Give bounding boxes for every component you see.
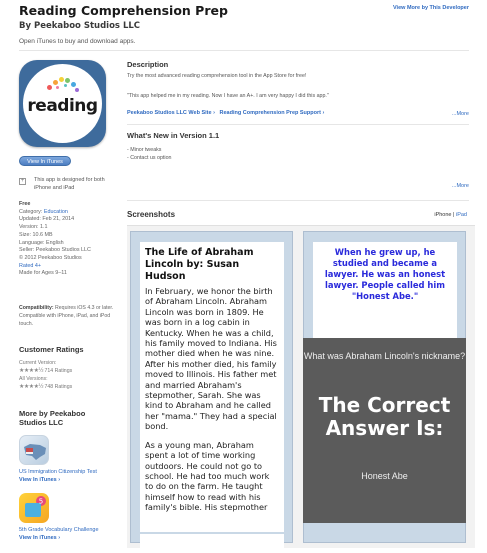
description-heading: Description bbox=[127, 60, 169, 69]
divider bbox=[127, 200, 469, 201]
passage-paragraph: As a young man, Abraham spent a lot of time working outdoors. He could not go to school. He had too much work to do on the farm. He taught himself how to read with his family's bible. His stepmother bbox=[145, 439, 270, 513]
size: Size: 10.6 MB bbox=[19, 231, 53, 238]
us-map-app-icon[interactable] bbox=[19, 435, 49, 465]
color-dots-icon bbox=[45, 76, 81, 94]
tab-iphone[interactable]: iPhone bbox=[434, 212, 452, 218]
customer-ratings: Customer Ratings Current Version: ★★★★½ 714 Ratings All Versions: ★★★★½ 748 Ratings bbox=[19, 345, 117, 391]
divider bbox=[127, 124, 469, 125]
app-info: Free Category: Education Updated: Feb 21, 2014 Version: 1.1 Size: 10.6 MB Language: English Seller: Peekaboo Studios LLC © 2012 Peekaboo Studios Rated 4+ Made for Ages 9–11 bbox=[19, 201, 117, 278]
answer-panel bbox=[303, 338, 466, 523]
screenshots-heading: Screenshots bbox=[127, 210, 176, 219]
view-in-itunes-button[interactable]: View In iTunes bbox=[19, 156, 71, 166]
version: Version: 1.1 bbox=[19, 224, 48, 231]
passage-excerpt: When he grew up, he studied and became a lawyer. He was an honest lawyer. People called him "Honest Abe." bbox=[313, 242, 457, 338]
star-rating-icon: ★★★★½ bbox=[19, 384, 44, 390]
plus-icon[interactable]: + bbox=[20, 178, 25, 184]
app-icon bbox=[19, 60, 106, 147]
passage-footer bbox=[140, 534, 284, 548]
screenshot-2 bbox=[303, 231, 466, 543]
category-link[interactable]: Education bbox=[43, 208, 68, 215]
description-text: Try the most advanced reading comprehension tool in the App Store for free! bbox=[127, 73, 307, 79]
rated-link[interactable]: Rated 4+ bbox=[19, 262, 42, 269]
tab-ipad[interactable]: iPad bbox=[455, 212, 467, 218]
description-quote: "This app helped me in my reading. Now I have an A+. I am very happy I did this app." bbox=[127, 93, 329, 99]
language: Language: English bbox=[19, 239, 64, 246]
description-more-link[interactable]: ...More bbox=[451, 111, 469, 117]
answer-text: Honest Abe bbox=[361, 471, 408, 481]
app-title: Reading Comprehension Prep bbox=[19, 3, 228, 18]
app-support-link[interactable]: Reading Comprehension Prep Support › bbox=[219, 110, 325, 116]
divider bbox=[19, 50, 469, 51]
updated-date: Updated: Feb 21, 2014 bbox=[19, 216, 75, 223]
more-app-name[interactable]: US Immigration Citizenship Test bbox=[19, 469, 97, 475]
more-by-heading: More by Peekaboo Studios LLC bbox=[19, 409, 86, 427]
star-rating-icon: ★★★★½ bbox=[19, 368, 44, 374]
developer-website-link[interactable]: Peekaboo Studios LLC Web Site › bbox=[127, 110, 215, 116]
whats-new-more-link[interactable]: ...More bbox=[451, 183, 469, 189]
seller: Seller: Peekaboo Studios LLC bbox=[19, 247, 91, 254]
screenshot-1 bbox=[130, 231, 293, 543]
passage-title: The Life of Abraham Lincoln by: Susan Hudson bbox=[145, 247, 254, 282]
screenshots-carousel[interactable] bbox=[127, 225, 475, 548]
whats-new-heading: What's New in Version 1.1 bbox=[127, 131, 220, 140]
passage-paragraph: In February, we honor the birth of Abraham Lincoln. Abraham Lincoln was born in 1809. He was born in a log cabin in Kentucky. When he was a child, his family moved to Indiana. His mother died when he was nine. After his mother died, his family moved to Illinois. His father met and married Abraham's stepmother, Sarah. She was kind to Abraham and he called her "mama." They had a special bond. bbox=[145, 286, 277, 432]
whats-new-list: - Minor tweaks - Contact us option bbox=[127, 147, 172, 161]
ages: Made for Ages 9–11 bbox=[19, 270, 67, 277]
screenshot-device-tabs: iPhone | iPad bbox=[434, 212, 467, 218]
view-more-by-developer-link[interactable]: View More by This Developer bbox=[392, 5, 469, 11]
vocabulary-app-icon[interactable] bbox=[19, 493, 49, 523]
question-text: What was Abraham Lincoln's nickname? bbox=[303, 351, 466, 361]
more-by-developer bbox=[19, 409, 117, 541]
more-app-view-link[interactable]: View In iTunes › bbox=[19, 477, 61, 483]
more-app-view-link[interactable]: View In iTunes › bbox=[19, 535, 61, 541]
developer-name: By Peekaboo Studios LLC bbox=[19, 21, 141, 31]
more-app-name[interactable]: 5th Grade Vocabulary Challenge bbox=[19, 527, 99, 533]
copyright: © 2012 Peekaboo Studios bbox=[19, 254, 82, 261]
app-icon-word: reading bbox=[27, 96, 98, 116]
correct-answer-heading: The Correct Answer Is: bbox=[318, 393, 451, 440]
open-itunes-note: Open iTunes to buy and download apps. bbox=[19, 38, 136, 45]
compatibility: Compatibility: Requires iOS 4.3 or later. Compatible with iPhone, iPad, and iPod touch. bbox=[19, 305, 114, 327]
price: Free bbox=[19, 201, 31, 207]
svg-text:5: 5 bbox=[38, 497, 44, 506]
ratings-heading: Customer Ratings bbox=[19, 345, 84, 354]
description-links bbox=[127, 110, 324, 116]
